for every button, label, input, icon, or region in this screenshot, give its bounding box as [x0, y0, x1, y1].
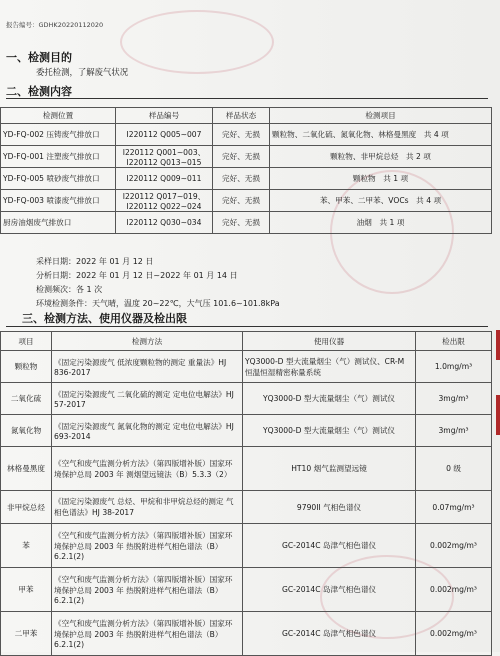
table-row — [1, 146, 492, 168]
cell-instrument: 9790II 气相色谱仪 — [243, 491, 416, 524]
col-header: 样品状态 — [213, 108, 270, 124]
col-header: 样品编号 — [116, 108, 213, 124]
cell-method: 《固定污染源废气 氮氧化物的测定 定电位电解法》HJ 693-2014 — [52, 415, 243, 447]
analysis-date: 分析日期：2022 年 01 月 12 日~2022 年 01 月 14 日 — [36, 271, 238, 280]
cell-instrument: GC-2014C 岛津气相色谱仪 — [243, 568, 416, 612]
section-title: 二、检测内容 — [6, 85, 72, 98]
cell-limit: 3mg/m³ — [416, 415, 492, 447]
cell-instrument: YQ3000-D 型大流量烟尘（气）测试仪、CR-M 恒温恒湿精密称量系统 — [243, 351, 416, 383]
col-header: 检测项目 — [270, 108, 492, 124]
cell-instrument: GC-2014C 岛津气相色谱仪 — [243, 524, 416, 568]
cell-items: 油烟 共 1 项 — [270, 212, 492, 234]
cell-location: 厨房油烟废气排放口 — [1, 212, 116, 234]
cell-instrument: HT10 烟气监测望远镜 — [243, 447, 416, 491]
col-header: 检测位置 — [1, 108, 116, 124]
table-row — [1, 415, 492, 447]
col-header: 使用仪器 — [243, 332, 416, 351]
cell-location: YD-FQ-002 压铸废气排放口 — [1, 124, 116, 146]
cell-limit: 0 级 — [416, 447, 492, 491]
cell-instrument: YQ3000-D 型大流量烟尘（气）测试仪 — [243, 415, 416, 447]
content-table — [0, 107, 492, 234]
table-row — [1, 212, 492, 234]
table-row — [1, 383, 492, 415]
cell-item: 二氧化硫 — [1, 383, 52, 415]
cell-limit: 3mg/m³ — [416, 383, 492, 415]
cell-limit: 0.002mg/m³ — [416, 612, 492, 656]
page-edge-mark — [496, 395, 500, 435]
col-header: 项目 — [1, 332, 52, 351]
purpose-text: 委托检测，了解废气状况 — [36, 67, 129, 77]
cell-state: 完好、无损 — [213, 168, 270, 190]
cell-item: 氮氧化物 — [1, 415, 52, 447]
cell-sample: I220112 Q001~003、I220112 Q013~015 — [116, 146, 213, 168]
cell-state: 完好、无损 — [213, 124, 270, 146]
cell-item: 甲苯 — [1, 568, 52, 612]
cell-item: 颗粒物 — [1, 351, 52, 383]
sampling-date: 采样日期：2022 年 01 月 12 日 — [36, 257, 154, 266]
cell-location: YD-FQ-003 喷漆废气排放口 — [1, 190, 116, 212]
cell-location: YD-FQ-005 喷砂废气排放口 — [1, 168, 116, 190]
environment-conditions: 环境检测条件：天气晴，温度 20~22℃，大气压 101.6~101.8kPa — [36, 299, 280, 308]
cell-sample: I220112 Q017~019、I220112 Q022~024 — [116, 190, 213, 212]
cell-method: 《固定污染源废气 低浓度颗粒物的测定 重量法》HJ 836-2017 — [52, 351, 243, 383]
divider — [6, 326, 488, 327]
page-edge-mark — [496, 330, 500, 360]
table-row — [1, 568, 492, 612]
table-row — [1, 612, 492, 656]
seal-stamp — [120, 10, 274, 74]
table-row — [1, 124, 492, 146]
cell-method: 《空气和废气监测分析方法》（第四版增补版）国家环境保护总局 2003 年 热脱附进样气相色谱法（B）6.2.1(2) — [52, 524, 243, 568]
cell-location: YD-FQ-001 注塑废气排放口 — [1, 146, 116, 168]
cell-state: 完好、无损 — [213, 190, 270, 212]
cell-method: 《空气和废气监测分析方法》（第四版增补版）国家环境保护总局 2003 年 热脱附进样气相色谱法（B）6.2.1(2) — [52, 568, 243, 612]
cell-limit: 0.002mg/m³ — [416, 524, 492, 568]
cell-item: 非甲烷总烃 — [1, 491, 52, 524]
table-row — [1, 190, 492, 212]
table-row — [1, 351, 492, 383]
cell-sample: I220112 Q009~011 — [116, 168, 213, 190]
cell-items: 颗粒物、非甲烷总烃 共 2 项 — [270, 146, 492, 168]
cell-sample: I220112 Q005~007 — [116, 124, 213, 146]
cell-items: 苯、甲苯、二甲苯、VOCs 共 4 项 — [270, 190, 492, 212]
table-row — [1, 168, 492, 190]
cell-item: 苯 — [1, 524, 52, 568]
cell-method: 《固定污染源废气 二氧化硫的测定 定电位电解法》HJ 57-2017 — [52, 383, 243, 415]
frequency: 检测频次：各 1 次 — [36, 285, 103, 294]
section-title: 三、检测方法、使用仪器及检出限 — [22, 312, 187, 325]
cell-instrument: GC-2014C 岛津气相色谱仪 — [243, 612, 416, 656]
report-number: 报告编号：GDHK20220112020 — [6, 21, 104, 29]
section-title: 一、检测目的 — [6, 51, 72, 64]
cell-limit: 1.0mg/m³ — [416, 351, 492, 383]
cell-item: 林格曼黑度 — [1, 447, 52, 491]
cell-limit: 0.002mg/m³ — [416, 568, 492, 612]
methods-table — [0, 331, 492, 656]
cell-method: 《固定污染源废气 总烃、甲烷和非甲烷总烃的测定 气相色谱法》HJ 38-2017 — [52, 491, 243, 524]
col-header: 检出限 — [416, 332, 492, 351]
table-row — [1, 491, 492, 524]
cell-method: 《空气和废气监测分析方法》（第四版增补版）国家环境保护总局 2003 年 热脱附进样气相色谱法（B）6.2.1(2) — [52, 612, 243, 656]
cell-state: 完好、无损 — [213, 212, 270, 234]
table-row — [1, 524, 492, 568]
cell-state: 完好、无损 — [213, 146, 270, 168]
cell-items: 颗粒物 共 1 项 — [270, 168, 492, 190]
cell-method: 《空气和废气监测分析方法》（第四版增补版）国家环境保护总局 2003 年 测烟望远镜法（B）5.3.3（2） — [52, 447, 243, 491]
cell-sample: I220112 Q030~034 — [116, 212, 213, 234]
col-header: 检测方法 — [52, 332, 243, 351]
cell-limit: 0.07mg/m³ — [416, 491, 492, 524]
cell-item: 二甲苯 — [1, 612, 52, 656]
cell-instrument: YQ3000-D 型大流量烟尘（气）测试仪 — [243, 383, 416, 415]
divider — [6, 98, 488, 99]
cell-items: 颗粒物、二氧化硫、氮氧化物、林格曼黑度 共 4 项 — [270, 124, 492, 146]
table-row — [1, 447, 492, 491]
